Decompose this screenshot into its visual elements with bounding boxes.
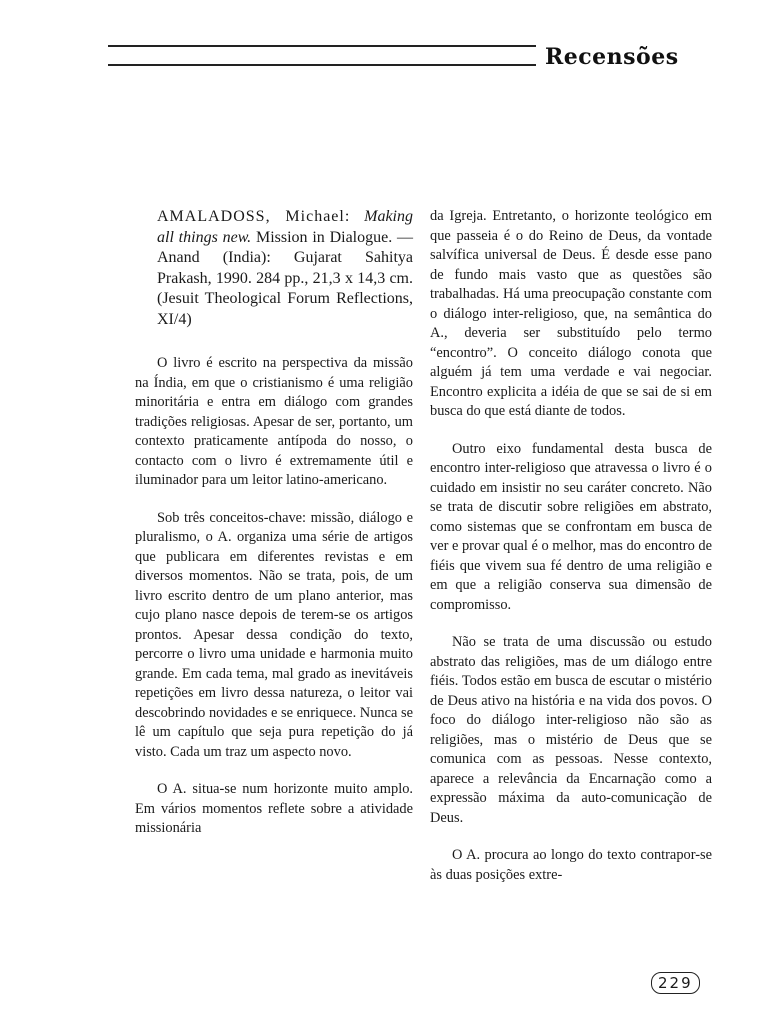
review-paragraph: O A. situa-se num horizonte muito amplo. Em vários momentos reflete sobre a atividade missionária bbox=[135, 781, 413, 836]
review-paragraph: O livro é escrito na perspectiva da missão na Índia, em que o cristianismo é uma religião minoritária e entra em diálogo com grandes tradições religiosas. Apesar de ser, portanto, um contexto praticamente antípoda do nosso, o contacto com o livro é extremamente útil e iluminador para um leitor latino-americano. bbox=[135, 355, 413, 488]
book-citation bbox=[157, 207, 413, 330]
citation-publication: Mission in Dialogue. — Anand (India): Gujarat Sahitya Prakash, 1990. 284 pp., 21,3 x 14,3 cm. (Jesuit Theological Forum Reflections, XI/4) bbox=[157, 228, 413, 328]
review-paragraph: Não se trata de uma discussão ou estudo abstrato das religiões, mas de um diálogo entre fiéis. Todos estão em busca de escutar o mistério de Deus ativo na história e na vida dos povos. O foco do diálogo inter-religioso não são as religiões, mas o mistério de Deus que se comunica com as pessoas. Nesse contexto, aparece a relevância da Encarnação como a expressão máxima da auto-comunicação de Deus. bbox=[430, 634, 712, 826]
page-number: 229 bbox=[651, 972, 700, 994]
review-paragraph: Sob três conceitos-chave: missão, diálogo e pluralismo, o A. organiza uma série de artigos que publicara em diferentes revistas e em diversos momentos. Não se trata, pois, de um livro escrito dentro de um plano anterior, mas cujo plano nasce depois de terem-se os artigos prontos. Apesar dessa condição do texto, percorre o livro uma unidade e harmonia muito grande. Em cada tema, mal grado as inevitáveis repetições em livro dessa natureza, o leitor vai descobrindo novidades e se enriquece. Nunca se lê um capítulo que seja pura repetição do já visto. Cada um traz um aspecto novo. bbox=[135, 509, 413, 760]
header-rule-top bbox=[108, 45, 536, 47]
citation-author: AMALADOSS, Michael: bbox=[157, 208, 351, 225]
citation-title: Making all things new. bbox=[157, 208, 413, 246]
review-paragraph: Outro eixo fundamental desta busca de encontro inter-religioso que atravessa o livro é o cuidado em insistir no seu caráter concreto. Não se trata de discutir sobre religiões em abstrato, como sistemas que se confrontam em busca de ver e provar qual é o melhor, mas do encontro de fiéis que vivem sua fé dentro de uma religião e em que a religião conserva sua dimensão de compromisso. bbox=[430, 440, 712, 613]
header-rule-bottom bbox=[108, 64, 536, 66]
section-title: Recensões bbox=[545, 44, 679, 70]
review-paragraph: O A. procura ao longo do texto contrapor-se às duas posições extre- bbox=[430, 847, 712, 883]
review-paragraph: da Igreja. Entretanto, o horizonte teológico em que passeia é o do Reino de Deus, da vontade salvífica universal de Deus. É desde esse pano de fundo mais vasto que as questões são trabalhadas. Há uma preocupação constante com o diálogo inter-religioso, que, na semântica do A., deveria ser substituído pelo termo “encontro”. O conceito diálogo conota que alguém já tem uma verdade e vai negociar. Encontro explicita a idéia de que se sai de si em busca do que está diante de todos. bbox=[430, 208, 712, 419]
left-column bbox=[135, 207, 413, 857]
right-column bbox=[430, 207, 712, 903]
